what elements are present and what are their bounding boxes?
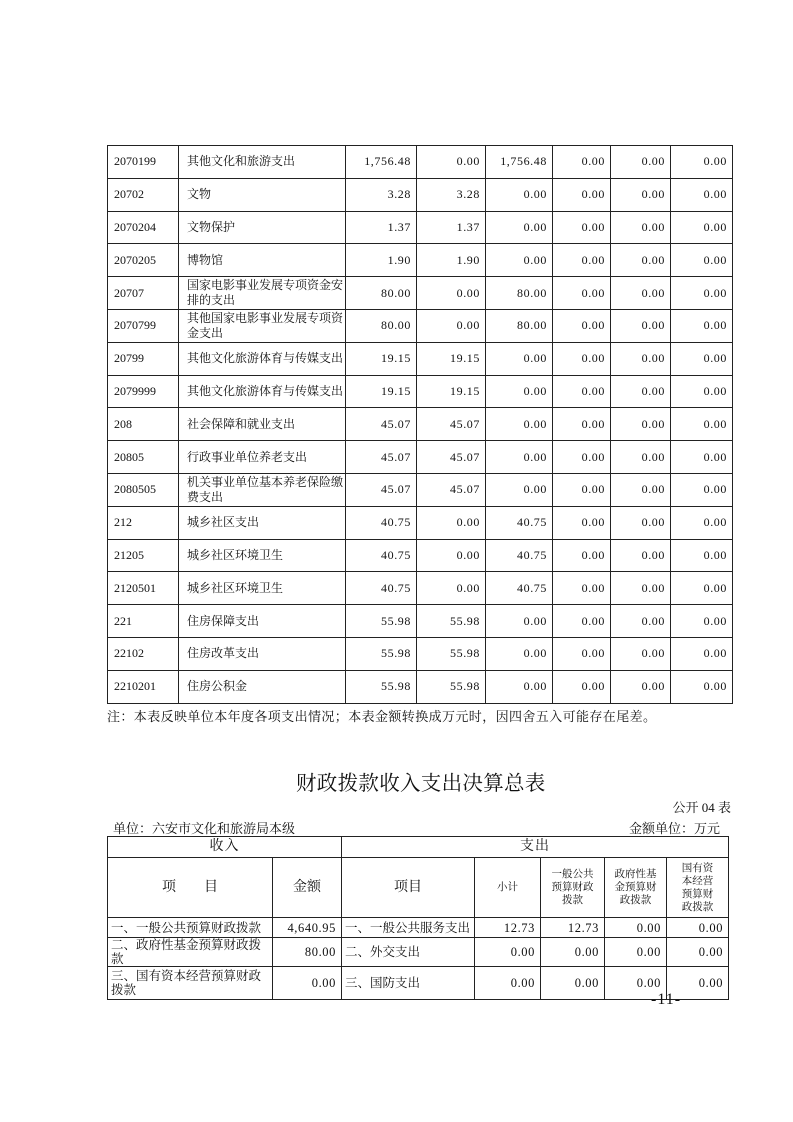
- amount-cell: 0.00: [553, 539, 611, 572]
- amount-cell: 80.00: [486, 277, 553, 310]
- subject-code: 2070205: [108, 244, 179, 277]
- amount-cell: 0.00: [553, 309, 611, 342]
- subject-code: 2070199: [108, 146, 179, 179]
- amount-cell: 0.00: [486, 605, 553, 638]
- amount-cell: 0.00: [671, 211, 733, 244]
- form-number: 公开 04 表: [672, 800, 731, 815]
- expense-item-header: 项目: [342, 858, 475, 918]
- subject-code: 22102: [108, 637, 179, 670]
- subject-name: 文物: [179, 178, 346, 211]
- income-amount: 80.00: [273, 938, 342, 967]
- amount-cell: 0.00: [553, 605, 611, 638]
- subject-name: 其他国家电影事业发展专项资金支出: [179, 309, 346, 342]
- amount-cell: 80.00: [346, 309, 417, 342]
- subject-name: 国家电影事业发展专项资金安排的支出: [179, 277, 346, 310]
- column-header-row: [108, 858, 729, 918]
- amount-cell: 0.00: [541, 938, 605, 967]
- subject-name: 博物馆: [179, 244, 346, 277]
- amount-cell: 40.75: [346, 506, 417, 539]
- expense-row: [108, 539, 733, 572]
- amount-cell: 0.00: [553, 277, 611, 310]
- expense-item: 三、国防支出: [342, 967, 475, 1000]
- expense-row: [108, 309, 733, 342]
- income-section-header: 收入: [108, 837, 342, 858]
- amount-cell: 0.00: [553, 670, 611, 703]
- subtotal-header: 小计: [475, 858, 541, 918]
- amount-cell: 19.15: [346, 375, 417, 408]
- amount-cell: 80.00: [346, 277, 417, 310]
- amount-cell: 0.00: [486, 244, 553, 277]
- amount-cell: 0.00: [671, 244, 733, 277]
- page-number: -11-: [651, 991, 682, 1008]
- section-header-row: [108, 837, 729, 858]
- amount-cell: 0.00: [611, 473, 671, 506]
- amount-cell: 0.00: [553, 408, 611, 441]
- amount-cell: 0.00: [671, 342, 733, 375]
- amount-cell: 19.15: [417, 375, 486, 408]
- amount-cell: 0.00: [671, 375, 733, 408]
- amount-cell: 0.00: [553, 146, 611, 179]
- amount-cell: 0.00: [611, 408, 671, 441]
- expense-item: 一、一般公共服务支出: [342, 918, 475, 938]
- amount-cell: 0.00: [671, 572, 733, 605]
- amount-cell: 0.00: [611, 375, 671, 408]
- expense-row: [108, 277, 733, 310]
- amount-cell: 0.00: [486, 342, 553, 375]
- amount-cell: 0.00: [486, 178, 553, 211]
- income-item: 二、政府性基金预算财政拨款: [108, 938, 273, 967]
- amount-cell: 12.73: [475, 918, 541, 938]
- amount-cell: 0.00: [611, 441, 671, 474]
- expense-row: [108, 408, 733, 441]
- amount-cell: 1.37: [346, 211, 417, 244]
- amount-cell: 0.00: [671, 605, 733, 638]
- summary-row: [108, 918, 729, 938]
- amount-cell: 0.00: [553, 211, 611, 244]
- income-amount: 4,640.95: [273, 918, 342, 938]
- amount-cell: 19.15: [417, 342, 486, 375]
- state-capital-header: 国有资本经营预算财政拨款: [667, 858, 729, 918]
- amount-cell: 0.00: [611, 277, 671, 310]
- amount-cell: 0.00: [486, 670, 553, 703]
- amount-cell: 0.00: [553, 637, 611, 670]
- subject-code: 2070799: [108, 309, 179, 342]
- amount-cell: 0.00: [667, 967, 729, 1000]
- amount-cell: 0.00: [553, 342, 611, 375]
- amount-cell: 0.00: [671, 670, 733, 703]
- amount-cell: 0.00: [671, 146, 733, 179]
- amount-cell: 0.00: [553, 506, 611, 539]
- general-budget-header: 一般公共预算财政拨款: [541, 858, 605, 918]
- expense-row: [108, 637, 733, 670]
- subject-code: 21205: [108, 539, 179, 572]
- expense-row: [108, 178, 733, 211]
- expense-row: [108, 211, 733, 244]
- amount-cell: 45.07: [346, 473, 417, 506]
- expense-row: [108, 375, 733, 408]
- subject-code: 20707: [108, 277, 179, 310]
- income-amount: 0.00: [273, 967, 342, 1000]
- subject-code: 20799: [108, 342, 179, 375]
- amount-cell: 0.00: [611, 637, 671, 670]
- amount-cell: 40.75: [346, 539, 417, 572]
- subject-name: 其他文化和旅游支出: [179, 146, 346, 179]
- amount-cell: 40.75: [346, 572, 417, 605]
- amount-cell: 0.00: [486, 441, 553, 474]
- table-footnote: 注：本表反映单位本年度各项支出情况；本表金额转换成万元时，因四舍五入可能存在尾差。: [107, 709, 657, 724]
- amount-cell: 0.00: [611, 309, 671, 342]
- page-title: 财政拨款收入支出决算总表: [296, 771, 546, 795]
- subject-name: 社会保障和就业支出: [179, 408, 346, 441]
- amount-cell: 55.98: [417, 605, 486, 638]
- expense-row: [108, 146, 733, 179]
- amount-cell: 0.00: [671, 473, 733, 506]
- amount-cell: 1.37: [417, 211, 486, 244]
- subject-name: 文物保护: [179, 211, 346, 244]
- amount-cell: 0.00: [486, 375, 553, 408]
- subject-name: 住房公积金: [179, 670, 346, 703]
- income-amount-header: 金额: [273, 858, 342, 918]
- income-item-header: 项 目: [108, 858, 273, 918]
- amount-cell: 0.00: [486, 408, 553, 441]
- reporting-unit: 单位：六安市文化和旅游局本级: [113, 821, 296, 836]
- expense-row: [108, 473, 733, 506]
- amount-cell: 0.00: [611, 178, 671, 211]
- amount-cell: 55.98: [417, 670, 486, 703]
- amount-cell: 0.00: [611, 146, 671, 179]
- amount-cell: 0.00: [417, 146, 486, 179]
- amount-cell: 0.00: [475, 967, 541, 1000]
- subject-code: 2079999: [108, 375, 179, 408]
- amount-cell: 0.00: [671, 408, 733, 441]
- amount-cell: 0.00: [671, 309, 733, 342]
- amount-cell: 0.00: [486, 211, 553, 244]
- expense-detail-table: [107, 145, 733, 704]
- amount-cell: 45.07: [417, 473, 486, 506]
- amount-cell: 1.90: [417, 244, 486, 277]
- amount-cell: 0.00: [611, 211, 671, 244]
- expense-row: [108, 244, 733, 277]
- amount-cell: 1,756.48: [346, 146, 417, 179]
- amount-cell: 0.00: [417, 309, 486, 342]
- amount-cell: 0.00: [486, 637, 553, 670]
- expense-row: [108, 441, 733, 474]
- amount-cell: 0.00: [417, 572, 486, 605]
- subject-name: 城乡社区环境卫生: [179, 539, 346, 572]
- amount-cell: 0.00: [611, 506, 671, 539]
- amount-cell: 40.75: [486, 506, 553, 539]
- amount-cell: 0.00: [611, 244, 671, 277]
- summary-row: [108, 967, 729, 1000]
- subject-code: 208: [108, 408, 179, 441]
- amount-cell: 1.90: [346, 244, 417, 277]
- amount-cell: 0.00: [605, 918, 667, 938]
- amount-cell: 55.98: [346, 605, 417, 638]
- expense-row: [108, 670, 733, 703]
- expense-item: 二、外交支出: [342, 938, 475, 967]
- amount-cell: 0.00: [475, 938, 541, 967]
- amount-cell: 0.00: [553, 375, 611, 408]
- expense-row: [108, 342, 733, 375]
- amount-cell: 0.00: [417, 277, 486, 310]
- amount-cell: 0.00: [611, 670, 671, 703]
- amount-cell: 0.00: [611, 342, 671, 375]
- amount-cell: 80.00: [486, 309, 553, 342]
- amount-cell: 0.00: [671, 178, 733, 211]
- gov-fund-header: 政府性基金预算财政拨款: [605, 858, 667, 918]
- amount-cell: 55.98: [346, 670, 417, 703]
- income-item: 三、国有资本经营预算财政拨款: [108, 967, 273, 1000]
- amount-cell: 3.28: [417, 178, 486, 211]
- amount-cell: 3.28: [346, 178, 417, 211]
- amount-cell: 0.00: [553, 441, 611, 474]
- amount-cell: 40.75: [486, 539, 553, 572]
- amount-cell: 1,756.48: [486, 146, 553, 179]
- expense-section-header: 支出: [342, 837, 729, 858]
- amount-cell: 40.75: [486, 572, 553, 605]
- subject-code: 2070204: [108, 211, 179, 244]
- amount-cell: 0.00: [605, 967, 667, 1000]
- subject-name: 其他文化旅游体育与传媒支出: [179, 342, 346, 375]
- expense-row: [108, 605, 733, 638]
- amount-cell: 0.00: [486, 473, 553, 506]
- amount-cell: 0.00: [671, 637, 733, 670]
- subject-code: 212: [108, 506, 179, 539]
- amount-cell: 45.07: [346, 441, 417, 474]
- subject-name: 城乡社区支出: [179, 506, 346, 539]
- amount-cell: 45.07: [417, 441, 486, 474]
- amount-cell: 0.00: [671, 441, 733, 474]
- amount-cell: 0.00: [671, 539, 733, 572]
- amount-cell: 0.00: [611, 539, 671, 572]
- subject-code: 2120501: [108, 572, 179, 605]
- amount-cell: 0.00: [667, 918, 729, 938]
- summary-table: [107, 836, 729, 1000]
- amount-cell: 0.00: [671, 277, 733, 310]
- amount-cell: 45.07: [417, 408, 486, 441]
- subject-name: 住房保障支出: [179, 605, 346, 638]
- amount-cell: 55.98: [417, 637, 486, 670]
- amount-cell: 0.00: [667, 938, 729, 967]
- amount-cell: 0.00: [671, 506, 733, 539]
- amount-cell: 0.00: [417, 506, 486, 539]
- subject-name: 行政事业单位养老支出: [179, 441, 346, 474]
- income-item: 一、一般公共预算财政拨款: [108, 918, 273, 938]
- amount-cell: 0.00: [553, 178, 611, 211]
- amount-unit-label: 金额单位：万元: [628, 821, 720, 836]
- subject-code: 2080505: [108, 473, 179, 506]
- amount-cell: 55.98: [346, 637, 417, 670]
- amount-cell: 0.00: [611, 572, 671, 605]
- amount-cell: 0.00: [553, 473, 611, 506]
- amount-cell: 0.00: [541, 967, 605, 1000]
- subject-name: 机关事业单位基本养老保险缴费支出: [179, 473, 346, 506]
- amount-cell: 0.00: [417, 539, 486, 572]
- amount-cell: 0.00: [553, 572, 611, 605]
- amount-cell: 12.73: [541, 918, 605, 938]
- amount-cell: 0.00: [611, 605, 671, 638]
- subject-code: 20702: [108, 178, 179, 211]
- subject-code: 221: [108, 605, 179, 638]
- amount-cell: 45.07: [346, 408, 417, 441]
- summary-row: [108, 938, 729, 967]
- expense-row: [108, 572, 733, 605]
- amount-cell: 19.15: [346, 342, 417, 375]
- subject-code: 20805: [108, 441, 179, 474]
- amount-cell: 0.00: [553, 244, 611, 277]
- subject-name: 其他文化旅游体育与传媒支出: [179, 375, 346, 408]
- subject-name: 城乡社区环境卫生: [179, 572, 346, 605]
- subject-code: 2210201: [108, 670, 179, 703]
- subject-name: 住房改革支出: [179, 637, 346, 670]
- expense-row: [108, 506, 733, 539]
- amount-cell: 0.00: [605, 938, 667, 967]
